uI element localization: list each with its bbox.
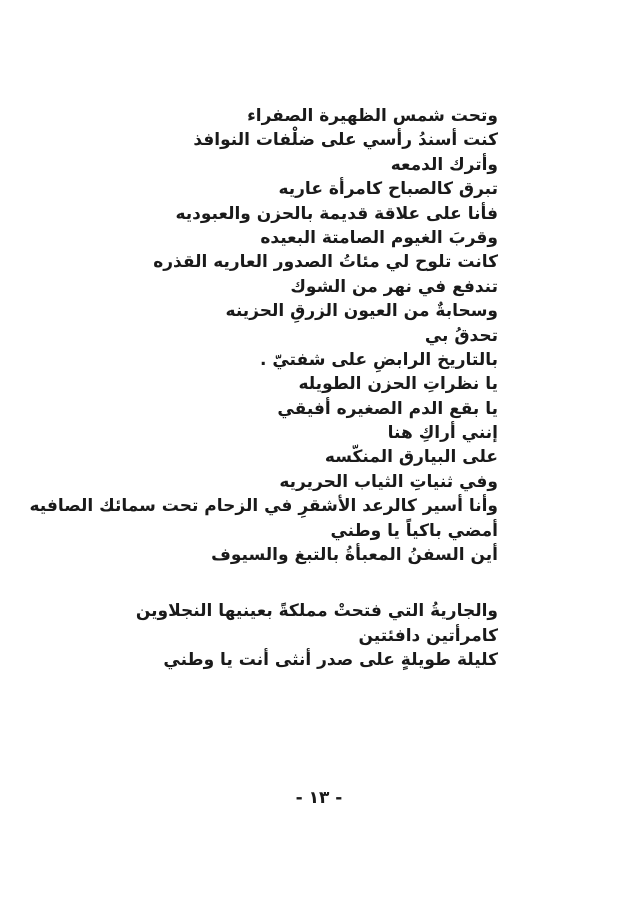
poem-line: إنني أراكِ هنا xyxy=(387,423,498,444)
poem-line: كنت أسندُ رأسي على ضلْفات النوافذ xyxy=(193,130,498,151)
poem-line: وأنا أسير كالرعد الأشقرِ في الزحام تحت سمائك الصافيه xyxy=(29,496,498,517)
stanza-1 xyxy=(29,104,498,567)
poem-line: كامرأتين دافئتين xyxy=(358,625,498,646)
poem-line: وفي ثنياتِ الثياب الحريريه xyxy=(279,471,498,492)
poem-line: بالتاريخ الرابضِ على شفتيّ . xyxy=(259,349,498,370)
poem-text xyxy=(29,104,498,673)
poem-line: على البيارق المنكّسه xyxy=(324,447,498,468)
poem-line: تحدقُ بي xyxy=(424,325,498,346)
poem-line: وتحت شمس الظهيرة الصفراء xyxy=(247,106,498,126)
poem-line: وأترك الدمعه xyxy=(390,154,498,175)
poem-line: يا نظراتِ الحزن الطويله xyxy=(298,374,498,395)
stanza-2 xyxy=(135,599,498,672)
poem-line: تبرق كالصباح كامرأة عاريه xyxy=(278,179,498,200)
page-number: - ١٣ - xyxy=(295,788,343,808)
poem-line: كانت تلوح لي مئاتُ الصدور العاريه القذره xyxy=(153,252,498,273)
poem-line: أين السفنُ المعبأةُ بالتبغ والسيوف xyxy=(211,545,498,566)
poem-line: أمضي باكياً يا وطني xyxy=(330,520,498,541)
poem-line: تندفع في نهر من الشوك xyxy=(290,276,498,297)
poem-line: يا بقع الدم الصغيره أفيقي xyxy=(277,398,498,419)
poem-line: وقربَ الغيوم الصامتة البعيده xyxy=(260,227,498,248)
poem-line: وسحابةٌ من العيون الزرقِ الحزينه xyxy=(225,301,498,322)
poem-line: فأنا على علاقة قديمة بالحزن والعبوديه xyxy=(175,203,498,224)
poem-line: والجاريةُ التي فتحتْ مملكةً بعينيها النجلاوين xyxy=(135,601,498,622)
poem-line: كليلة طويلةٍ على صدر أنثى أنت يا وطني xyxy=(163,650,498,671)
